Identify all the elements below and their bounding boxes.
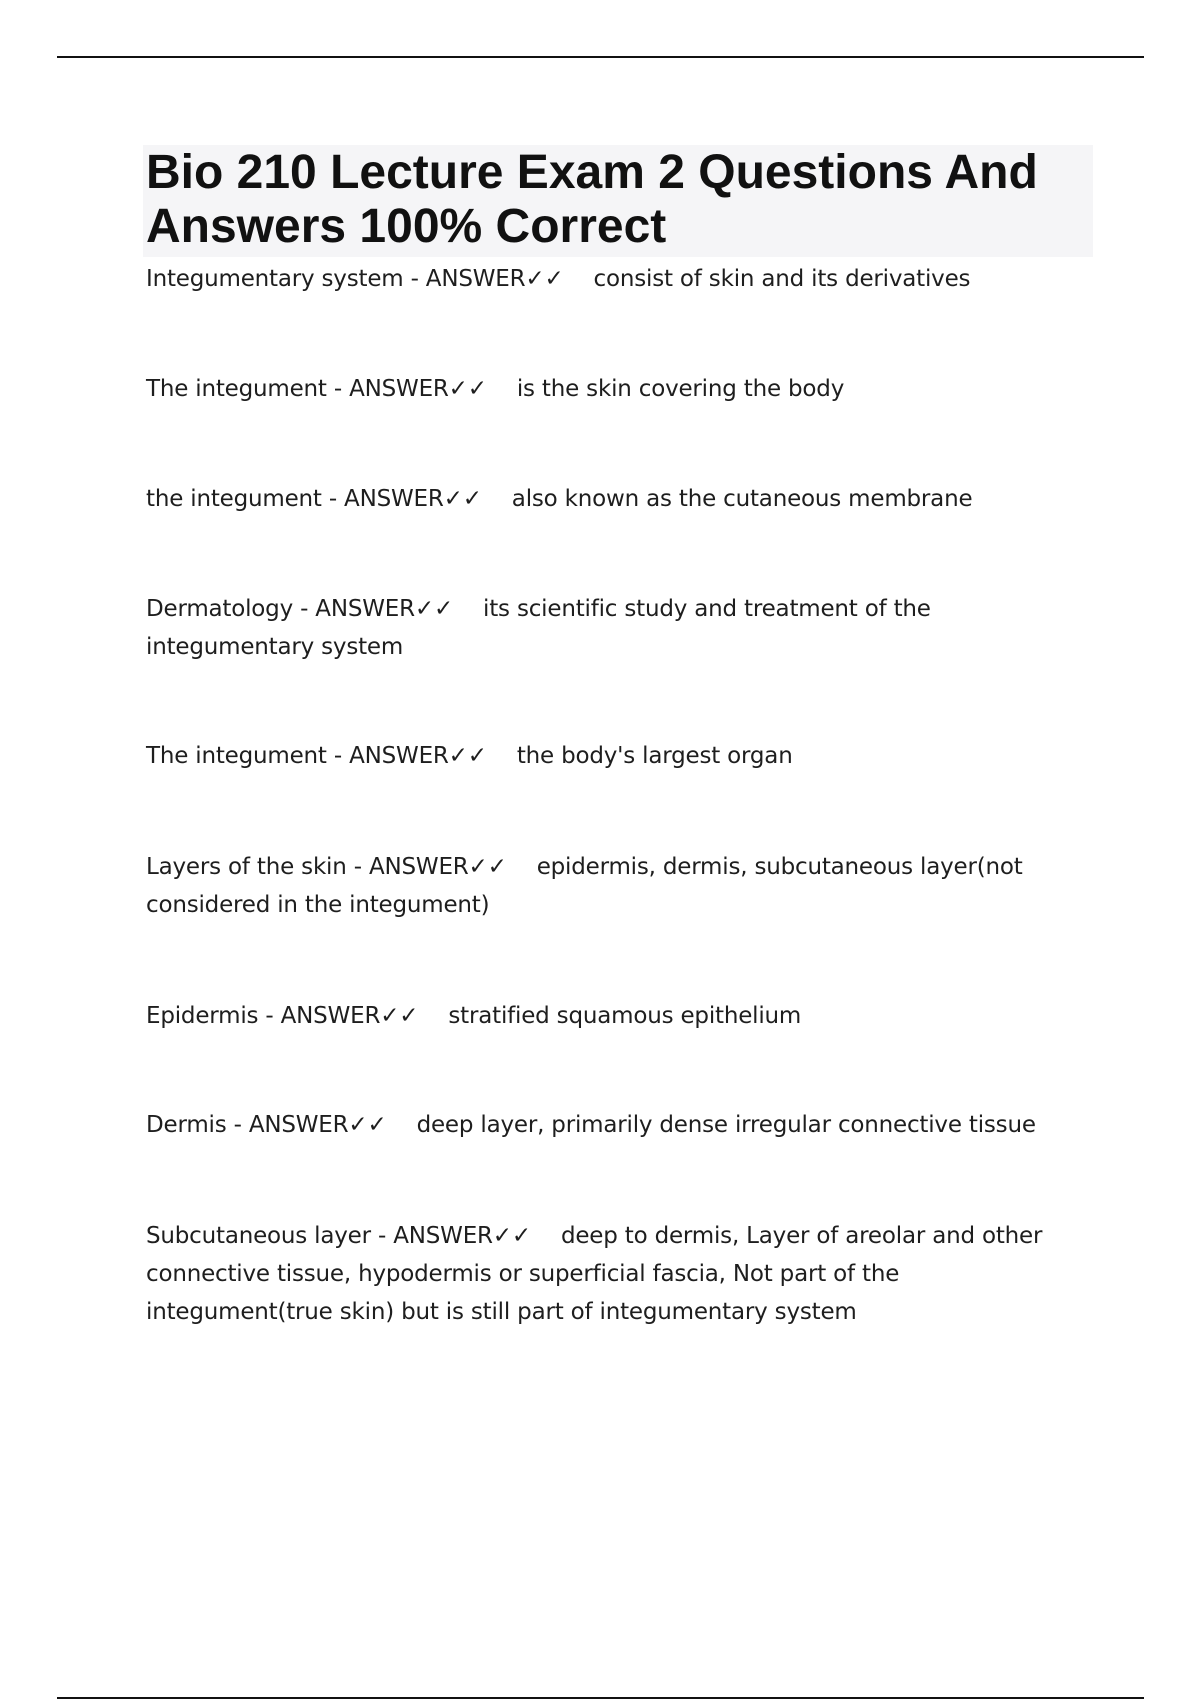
qa-entry [146, 590, 1076, 666]
entry-term: the integument [146, 486, 322, 512]
entry-term: Dermatology [146, 596, 293, 622]
entry-definition: epidermis, dermis, subcutaneous layer(not considered in the integument) [146, 854, 1023, 918]
answer-marker: - ANSWER✓✓ [321, 486, 482, 512]
entry-term: Dermis [146, 1112, 227, 1138]
entry-definition: is the skin covering the body [516, 376, 845, 402]
entry-definition: deep to dermis, Layer of areolar and other connective tissue, hypodermis or superficial fascia, Not part of the integument(true skin) but is still part of integumentary system [146, 1223, 1043, 1325]
entry-definition: its scientific study and treatment of the integumentary system [146, 596, 931, 660]
entry-definition: consist of skin and its derivatives [593, 266, 971, 292]
entry-term: Subcutaneous layer [146, 1223, 371, 1249]
entry-term: Layers of the skin [146, 854, 347, 880]
answer-marker: - ANSWER✓✓ [326, 376, 487, 402]
entry-term: The integument [146, 376, 327, 402]
answer-marker: - ANSWER✓✓ [346, 854, 507, 880]
qa-entry [146, 1106, 1076, 1144]
qa-entry [146, 848, 1076, 924]
qa-entry [146, 737, 1076, 775]
entry-definition: stratified squamous epithelium [448, 1003, 802, 1029]
answer-marker: - ANSWER✓✓ [403, 266, 564, 292]
qa-entry [146, 370, 1076, 408]
qa-entry [146, 997, 1076, 1035]
answer-marker: - ANSWER✓✓ [226, 1112, 387, 1138]
answer-marker: - ANSWER✓✓ [326, 743, 487, 769]
entry-definition: deep layer, primarily dense irregular connective tissue [416, 1112, 1036, 1138]
qa-entry [146, 480, 1076, 518]
entry-definition: also known as the cutaneous membrane [511, 486, 973, 512]
bottom-rule [57, 1697, 1144, 1699]
page-title: Bio 210 Lecture Exam 2 Questions And Answers 100% Correct [146, 146, 1038, 253]
entry-term: Epidermis [146, 1003, 259, 1029]
entry-definition: the body's largest organ [516, 743, 793, 769]
answer-marker: - ANSWER✓✓ [370, 1223, 531, 1249]
qa-entry [146, 260, 1076, 298]
answer-marker: - ANSWER✓✓ [292, 596, 454, 622]
entry-term: The integument [146, 743, 327, 769]
qa-entry [146, 1217, 1076, 1331]
answer-marker: - ANSWER✓✓ [258, 1003, 419, 1029]
top-rule [57, 56, 1144, 58]
entry-term: Integumentary system [146, 266, 404, 292]
